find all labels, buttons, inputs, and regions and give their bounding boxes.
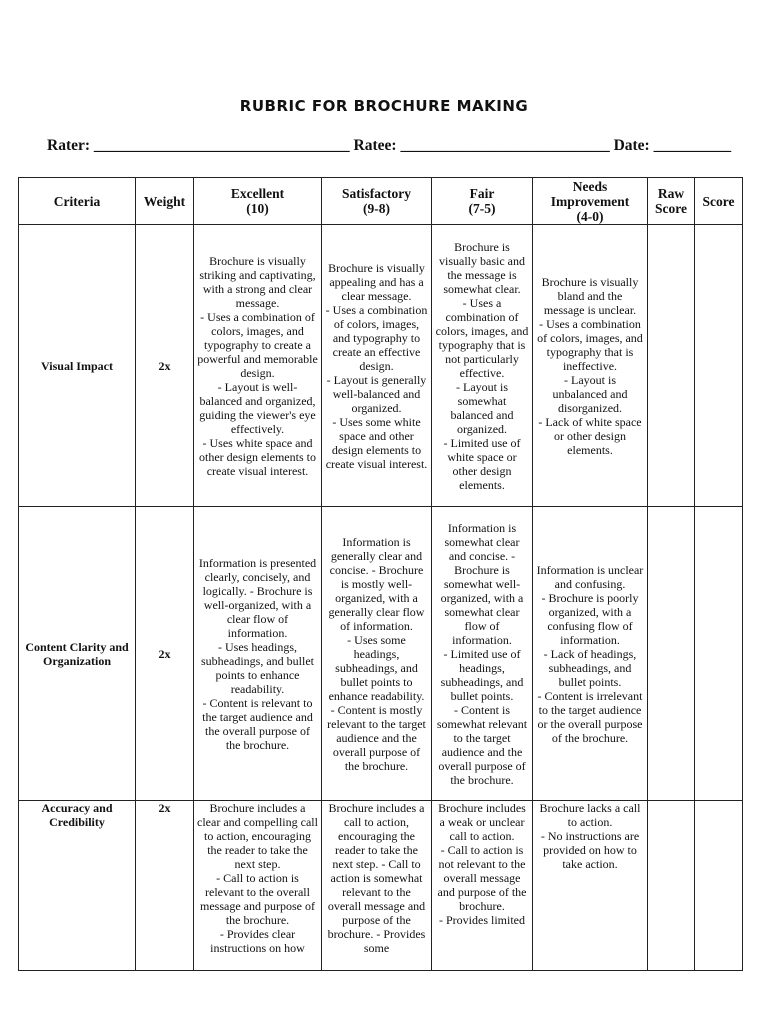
excellent-cell [194, 801, 322, 971]
fair-cell: Information is somewhat clear and concise. - Brochure is somewhat well-organized, with a somewhat clear flow of information. - Limited use of headings, subheadings, and bullet points. - Content is somewhat relevant to the target audience and the overall purpose of the brochure. [432, 507, 533, 801]
needs-improvement-cell: Information is unclear and confusing. - Brochure is poorly organized, with a confusing flow of information. - Lack of headings, subheadings, and bullet points. - Content is irrelevant to the target audience or the overall purpose of the brochure. [533, 507, 648, 801]
satisfactory-cell [322, 801, 432, 971]
needs-improvement-cell [533, 801, 648, 971]
header-score: Score [695, 178, 743, 225]
criteria-cell: Accuracy and Credibility [19, 801, 136, 971]
raw-score-cell[interactable] [648, 801, 695, 971]
ratee-blank: ___________________________ [400, 137, 610, 154]
header-criteria: Criteria [19, 178, 136, 225]
header-needs-improvement: Needs Improvement (4-0) [533, 178, 648, 225]
date-label: Date: [613, 137, 650, 154]
rater-info-line [47, 137, 737, 155]
rater-blank: _________________________________ [93, 137, 350, 154]
weight-cell: 2x [136, 507, 194, 801]
raw-score-cell[interactable] [648, 507, 695, 801]
header-raw-score: Raw Score [648, 178, 695, 225]
score-cell[interactable] [695, 225, 743, 507]
score-cell[interactable] [695, 801, 743, 971]
satisfactory-cell: Brochure is visually appealing and has a clear message. - Uses a combination of colors, images, and typography to create an effective design. - Layout is generally well-balanced and organized. - Uses some white space and other design elements to create visual interest. [322, 225, 432, 507]
header-excellent: Excellent (10) [194, 178, 322, 225]
fair-cell [432, 801, 533, 971]
needs-improvement-cell: Brochure is visually bland and the message is unclear. - Uses a combination of colors, images, and typography that is ineffective. - Layout is unbalanced and disorganized. - Lack of white space or other design elements. [533, 225, 648, 507]
score-cell[interactable] [695, 507, 743, 801]
excellent-cell: Information is presented clearly, concisely, and logically. - Brochure is well-organized, with a clear flow of information. - Uses headings, subheadings, and bullet points to enhance readability. - Content is relevant to the target audience and the overall purpose of the brochure. [194, 507, 322, 801]
fair-text: Brochure includes a weak or unclear call to action. - Call to action is not relevant to the overall message and purpose of the brochure. - Provides limited [437, 801, 527, 927]
rater-label: Rater: [47, 137, 91, 154]
satisfactory-cell: Information is generally clear and concise. - Brochure is mostly well-organized, with a generally clear flow of information. - Uses some headings, subheadings, and bullet points to enhance readability. - Content is mostly relevant to the target audience and the overall purpose of the brochure. [322, 507, 432, 801]
criteria-cell: Content Clarity and Organization [19, 507, 136, 801]
fair-cell: Brochure is visually basic and the message is somewhat clear. - Uses a combination of colors, images, and typography that is not particularly effective. - Layout is somewhat balanced and organized. - Limited use of white space or other design elements. [432, 225, 533, 507]
rubric-table [18, 177, 743, 971]
raw-score-cell[interactable] [648, 225, 695, 507]
date-blank: __________ [653, 137, 732, 154]
weight-cell: 2x [136, 801, 194, 971]
criteria-cell: Visual Impact [19, 225, 136, 507]
header-satisfactory: Satisfactory (9-8) [322, 178, 432, 225]
page-title: RUBRIC FOR BROCHURE MAKING [239, 97, 529, 115]
excellent-cell: Brochure is visually striking and captivating, with a strong and clear message. - Uses a combination of colors, images, and typography to create a powerful and memorable design. - Layout is well-balanced and organized, guiding the viewer's eye effectively. - Uses white space and other design elements to create visual interest. [194, 225, 322, 507]
table-row [19, 225, 743, 507]
ratee-label: Ratee: [353, 137, 397, 154]
satisfactory-text: Brochure includes a call to action, encouraging the reader to take the next step. - Call to action is somewhat relevant to the overall message and purpose of the brochure. - Provides some [327, 801, 426, 955]
weight-cell: 2x [136, 225, 194, 507]
table-row [19, 507, 743, 801]
table-row [19, 801, 743, 971]
header-weight: Weight [136, 178, 194, 225]
header-fair: Fair (7-5) [432, 178, 533, 225]
header-row [19, 178, 743, 225]
excellent-text: Brochure includes a clear and compelling call to action, encouraging the reader to take the next step. - Call to action is relevant to the overall message and purpose of the brochure. - Provides clear instructions on how [197, 801, 318, 955]
needs-improvement-text: Brochure lacks a call to action. - No instructions are provided on how to take action. [539, 801, 641, 871]
